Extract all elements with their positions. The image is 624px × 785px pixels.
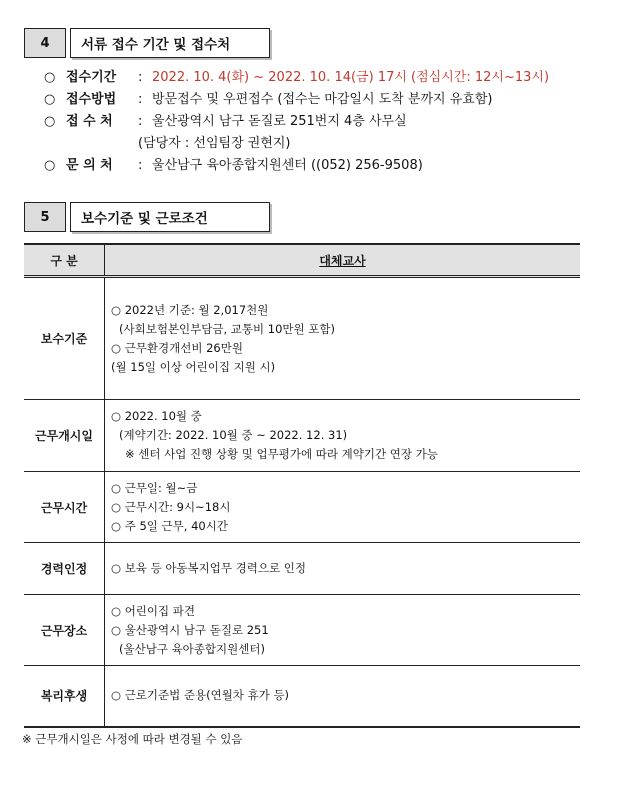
row-value-workplace (105, 595, 581, 666)
label-method: 접수방법 (66, 92, 117, 107)
row-key-salary: 보수기준 (24, 277, 105, 400)
info-row-inquiry (44, 155, 549, 177)
table-row (24, 666, 580, 727)
info-row-method (44, 89, 549, 111)
info-row-office (44, 111, 549, 133)
application-info (44, 67, 549, 177)
footnote: ※ 근무개시일은 사정에 따라 변경될 수 있음 (22, 732, 243, 746)
hours-line: ○ 주 5일 근무, 40시간 (111, 518, 228, 533)
label-office: 접 수 처 (66, 114, 113, 129)
row-key-career: 경력인정 (24, 543, 105, 595)
colon: : (138, 158, 143, 173)
label-inquiry: 문 의 처 (66, 158, 113, 173)
section-4-header (24, 28, 270, 58)
table-row (24, 472, 580, 543)
section-5-header (24, 202, 270, 232)
value-period: 2022. 10. 4(화) ~ 2022. 10. 14(금) 17시 (점심시간: 12시~13시) (152, 70, 550, 85)
bullet-circle: ○ (44, 158, 56, 173)
salary-line: ○ 2022년 기준: 월 2,017천원 (111, 302, 269, 317)
table-row (24, 400, 580, 472)
value-inquiry: 울산남구 육아종합지원센터 ((052) 256-9508) (152, 158, 423, 173)
value-office: 울산광역시 남구 돋질로 251번지 4층 사무실 (152, 114, 407, 129)
career-line: ○ 보육 등 아동복지업무 경력으로 인정 (111, 561, 306, 575)
colon: : (138, 114, 143, 129)
row-value-hours (105, 472, 581, 543)
section-4-title: 서류 접수 기간 및 접수처 (70, 28, 270, 58)
salary-line: (월 15일 이상 어린이집 지원 시) (111, 359, 276, 374)
workplace-line: ○ 어린이집 파견 (111, 603, 195, 618)
table-row (24, 595, 580, 666)
header-category: 구 분 (24, 244, 105, 277)
colon: : (138, 70, 143, 85)
row-key-workplace: 근무장소 (24, 595, 105, 666)
table-row (24, 543, 580, 595)
row-value-salary (105, 277, 581, 400)
salary-line: ○ 근무환경개선비 26만원 (111, 340, 243, 355)
label-period: 접수기간 (66, 70, 117, 85)
salary-line: (사회보험본인부담금, 교통비 10만원 포함) (119, 321, 335, 336)
workplace-line: (울산남구 육아종합지원센터) (119, 641, 265, 656)
bullet-circle: ○ (44, 92, 56, 107)
workplace-line: ○ 울산광역시 남구 돋질로 251 (111, 622, 269, 637)
row-key-hours: 근무시간 (24, 472, 105, 543)
conditions-table (24, 243, 580, 728)
contact-person-note: (담당자 : 선임팀장 권현지) (138, 136, 291, 151)
value-method: 방문접수 및 우편접수 (접수는 마감일시 도착 분까지 유효함) (152, 92, 493, 107)
bullet-circle: ○ (44, 114, 56, 129)
info-row-period (44, 67, 549, 89)
bullet-circle: ○ (44, 70, 56, 85)
section-5-number: 5 (24, 202, 66, 232)
start-date-line: (계약기간: 2022. 10월 중 ~ 2022. 12. 31) (119, 428, 348, 442)
start-date-line: ○ 2022. 10월 중 (111, 409, 202, 423)
table-row (24, 277, 580, 400)
header-substitute-teacher-text: 대체교사 (319, 253, 366, 268)
section-4-number: 4 (24, 28, 66, 58)
row-key-welfare: 복리후생 (24, 666, 105, 727)
row-value-welfare (105, 666, 581, 727)
row-key-start-date: 근무개시일 (24, 400, 105, 472)
header-substitute-teacher (105, 244, 581, 277)
start-date-line: ※ 센터 사업 진행 상황 및 업무평가에 따라 계약기간 연장 가능 (125, 447, 438, 461)
section-5-title: 보수기준 및 근로조건 (70, 202, 270, 232)
row-value-start-date (105, 400, 581, 472)
hours-line: ○ 근무일: 월~금 (111, 480, 198, 495)
welfare-line: ○ 근로기준법 준용(연월차 휴가 등) (111, 688, 290, 703)
colon: : (138, 92, 143, 107)
hours-line: ○ 근무시간: 9시~18시 (111, 499, 231, 514)
row-value-career (105, 543, 581, 595)
table-header-row (24, 244, 580, 277)
